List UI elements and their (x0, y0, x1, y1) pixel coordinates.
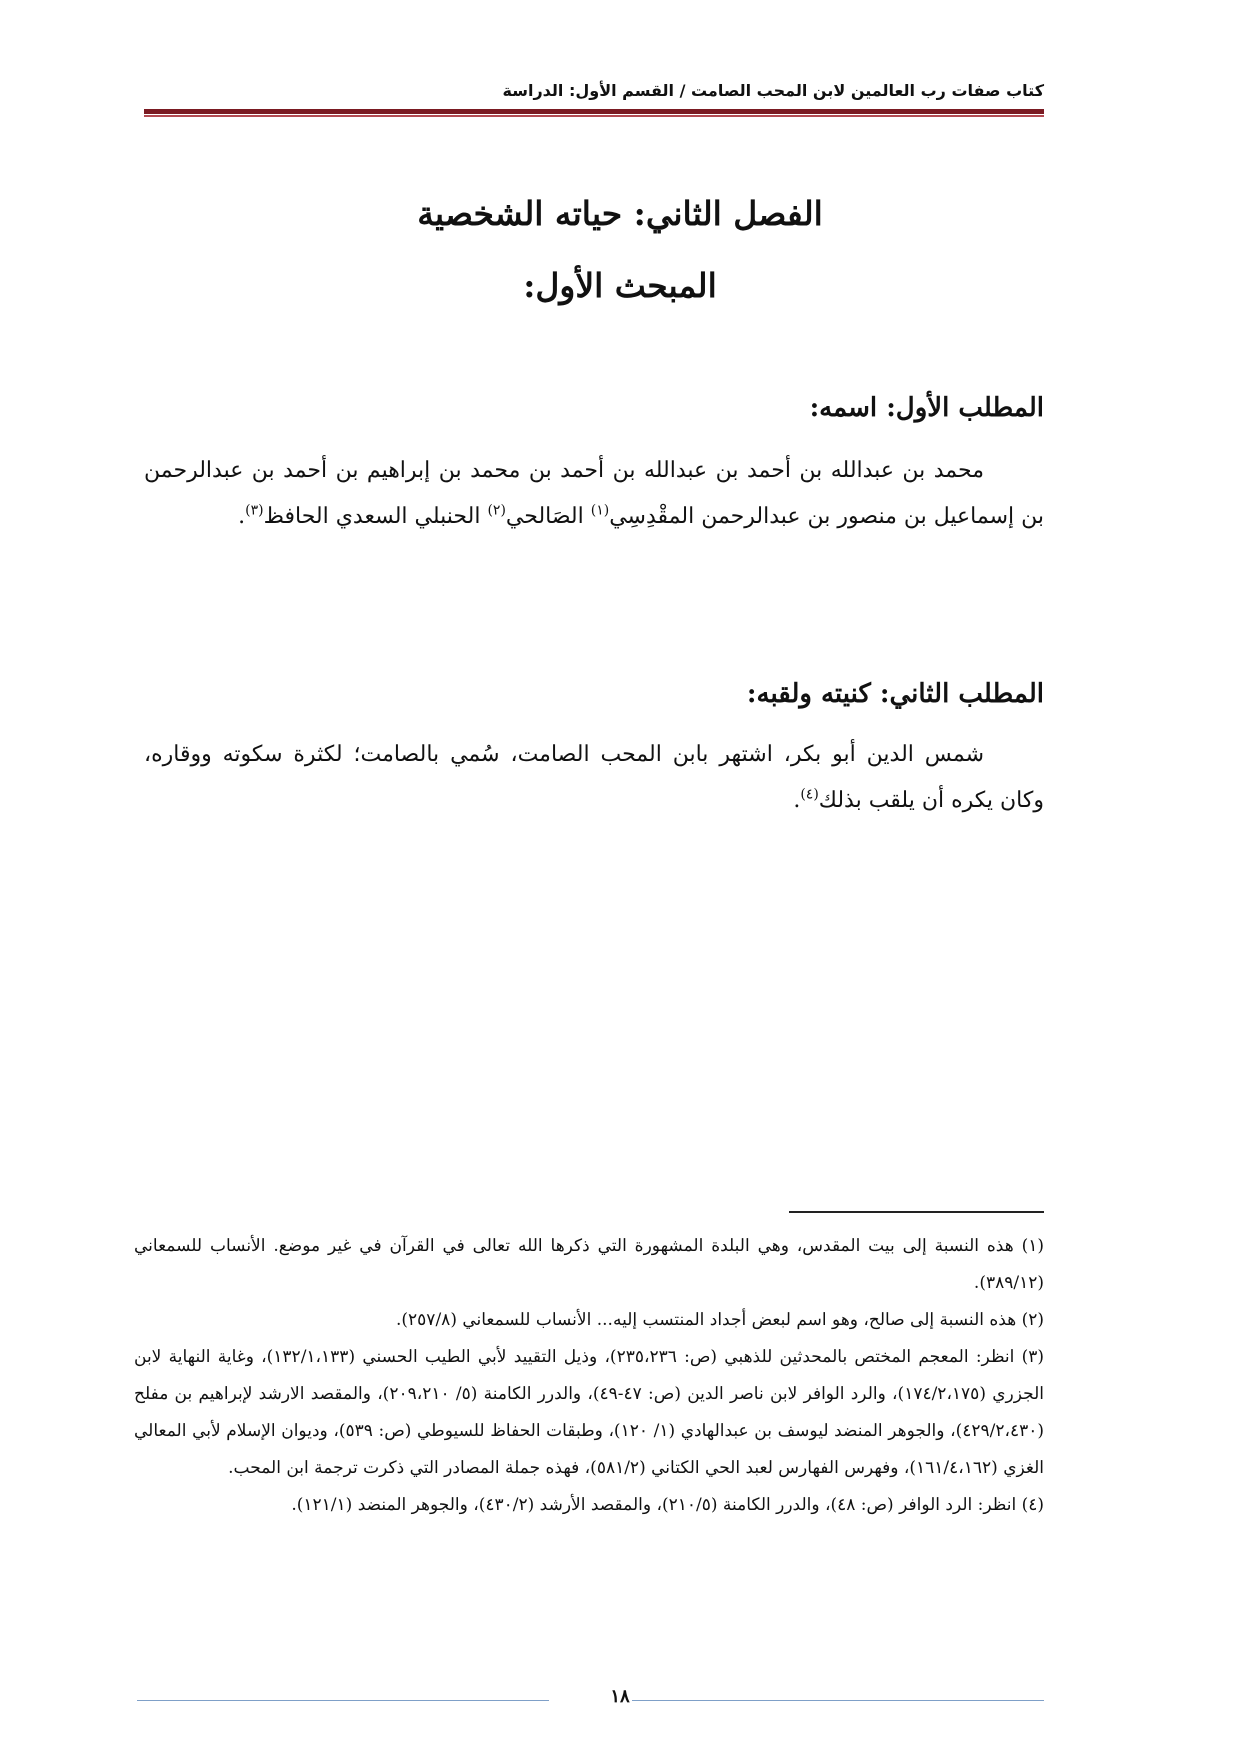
chapter-title: الفصل الثاني: حياته الشخصية (417, 194, 823, 233)
header-rule-thin (144, 115, 1044, 117)
text-run: . (238, 504, 246, 529)
header-rule (144, 109, 1044, 117)
section-title: المبحث الأول: (523, 266, 717, 305)
footnote-3: (٣) انظر: المعجم المختص بالمحدثين للذهبي (ص: ٢٣٥،٢٣٦)، وذيل التقييد لأبي الطيب الحسني (١٣٢/١،١٣٣)، وغاية النهاية لابن الجزري (١٧٤/٢،١٧٥)، والرد الوافر لابن ناصر الدين (ص: ٤٧-٤٩)، والدرر الكامنة (٥/ ٢٠٩،٢١٠)، والمقصد الارشد لإبراهيم بن مفلح (٤٢٩/٢،٤٣٠)، والجوهر المنضد ليوسف بن عبدالهادي (١/ ١٢٠)، وطبقات الحفاظ للسيوطي (ص: ٥٣٩)، وديوان الإسلام لأبي المعالي الغزي (١٦١/٤،١٦٢)، وفهرس الفهارس لعبد الحي الكتاني (٥٨١/٢)، فهذه جملة المصادر التي ذكرت ترجمة ابن المحب. (134, 1347, 1045, 1478)
text-run: محمد بن عبدالله بن أحمد بن عبدالله بن أحمد بن محمد بن إبراهيم بن أحمد بن عبدالرحمن بن إسماعيل بن منصور بن عبدالرحمن المقْدِسِي (144, 458, 1044, 529)
text-run: الصَالحي (505, 504, 591, 529)
text-run: . (793, 788, 801, 813)
running-header: كتاب صفات رب العالمين لابن المحب الصامت / القسم الأول: الدراسة (502, 81, 1044, 100)
text-run: شمس الدين أبو بكر، اشتهر بابن المحب الصامت، سُمي بالصامت؛ لكثرة سكوته ووقاره، وكان يكره أن يلقب بذلك (144, 742, 1044, 813)
paragraph-text (144, 732, 1044, 824)
topic-paragraph-name (144, 448, 1044, 540)
topic-heading-name: المطلب الأول: اسمه: (809, 393, 1044, 423)
footnote-ref-1[interactable]: (١) (590, 502, 610, 519)
footer-rule-right (632, 1700, 1044, 1701)
footnote-ref-3[interactable]: (٣) (245, 502, 264, 519)
paragraph-text (144, 448, 1044, 540)
footnote-2: (٢) هذه النسبة إلى صالح، وهو اسم لبعض أجداد المنتسب إليه... الأنساب للسمعاني (٢٥٧/٨). (396, 1310, 1044, 1330)
header-rule-thick (144, 109, 1044, 114)
footnote-separator (789, 1211, 1044, 1213)
page-number: ١٨ (610, 1686, 630, 1707)
footnote-4: (٤) انظر: الرد الوافر (ص: ٤٨)، والدرر الكامنة (٢١٠/٥)، والمقصد الأرشد (٤٣٠/٢)، والجوهر المنضد (١٢١/١). (291, 1495, 1044, 1515)
footnote-ref-2[interactable]: (٢) (487, 502, 506, 519)
topic-heading-kunya: المطلب الثاني: كنيته ولقبه: (746, 679, 1044, 709)
text-run: الحنبلي السعدي الحافظ (263, 504, 488, 529)
footer-rule-left (137, 1700, 549, 1701)
footnote-1: (١) هذه النسبة إلى بيت المقدس، وهي البلدة المشهورة التي ذكرها الله تعالى في القرآن في غير موضع. الأنساب للسمعاني (٣٨٩/١٢). (134, 1236, 1044, 1293)
topic-paragraph-kunya (144, 732, 1044, 824)
footnotes (134, 1228, 1044, 1524)
footnote-ref-4[interactable]: (٤) (800, 786, 819, 803)
